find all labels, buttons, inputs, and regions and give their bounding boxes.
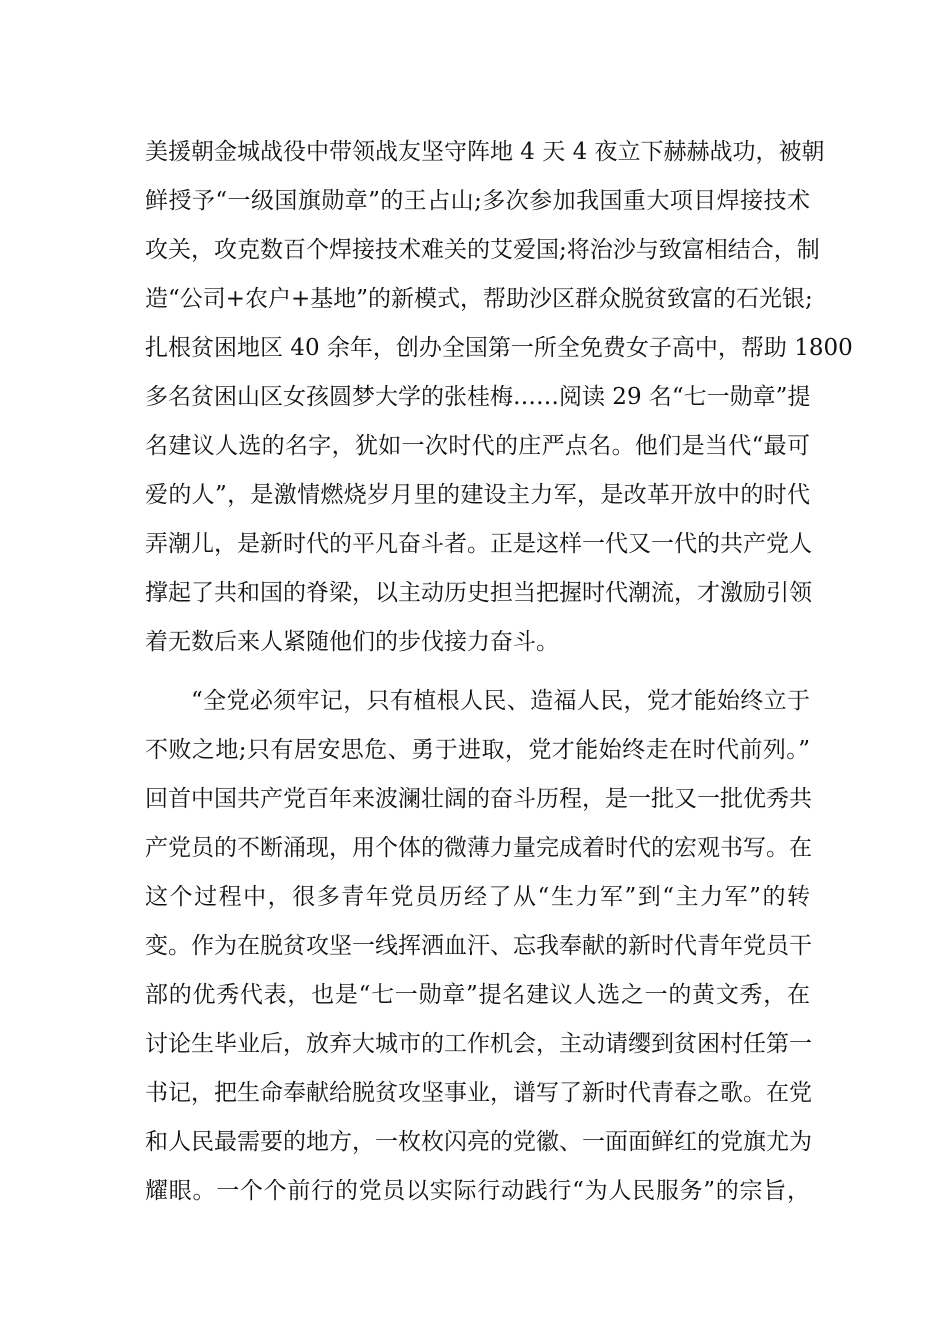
paragraph-line: “全党必须牢记，只有植根人民、造福人民，党才能始终立于	[191, 688, 810, 714]
paragraph-line: 多名贫困山区女孩圆梦大学的张桂梅……阅读 29 名“七一勋章”提	[145, 384, 811, 410]
paragraph-line: 书记，把生命奉献给脱贫攻坚事业，谱写了新时代青春之歌。在党	[145, 1080, 812, 1106]
paragraph-line: 鲜授予“一级国旗勋章”的王占山;多次参加我国重大项目焊接技术	[145, 188, 810, 214]
paragraph-line: 名建议人选的名字，犹如一次时代的庄严点名。他们是当代“最可	[145, 433, 810, 459]
paragraph-line: 回首中国共产党百年来波澜壮阔的奋斗历程，是一批又一批优秀共	[145, 786, 812, 812]
paragraph-line: 耀眼。一个个前行的党员以实际行动践行“为人民服务”的宗旨，	[145, 1178, 810, 1204]
paragraph-line: 不败之地;只有居安思危、勇于进取，党才能始终走在时代前列。”	[145, 737, 810, 763]
paragraph-line: 扎根贫困地区 40 余年，创办全国第一所全免费女子高中，帮助 1800	[145, 335, 853, 361]
paragraph-line: 着无数后来人紧随他们的步伐接力奋斗。	[145, 629, 559, 655]
paragraph-line: 这个过程中，很多青年党员历经了从“生力军”到“主力军”的转	[145, 884, 810, 910]
paragraph-line: 和人民最需要的地方，一枚枚闪亮的党徽、一面面鲜红的党旗尤为	[145, 1129, 812, 1155]
paragraph-line: 爱的人”，是激情燃烧岁月里的建设主力军，是改革开放中的时代	[145, 482, 810, 508]
paragraph-line: 弄潮儿，是新时代的平凡奋斗者。正是这样一代又一代的共产党人	[145, 531, 812, 557]
paragraph-line: 攻关，攻克数百个焊接技术难关的艾爱国;将治沙与致富相结合，制	[145, 237, 820, 263]
paragraph-line: 讨论生毕业后，放弃大城市的工作机会，主动请缨到贫困村任第一	[145, 1031, 812, 1057]
paragraph-line: 造“公司+农户+基地”的新模式，帮助沙区群众脱贫致富的石光银;	[145, 286, 813, 312]
paragraph-line: 美援朝金城战役中带领战友坚守阵地 4 天 4 夜立下赫赫战功，被朝	[145, 139, 825, 165]
paragraph-line: 产党员的不断涌现，用个体的微薄力量完成着时代的宏观书写。在	[145, 835, 812, 861]
paragraph-line: 部的优秀代表，也是“七一勋章”提名建议人选之一的黄文秀，在	[145, 982, 810, 1008]
paragraph-line: 撑起了共和国的脊梁，以主动历史担当把握时代潮流，才激励引领	[145, 580, 812, 606]
paragraph-line: 变。作为在脱贫攻坚一线挥洒血汗、忘我奉献的新时代青年党员干	[145, 933, 812, 959]
